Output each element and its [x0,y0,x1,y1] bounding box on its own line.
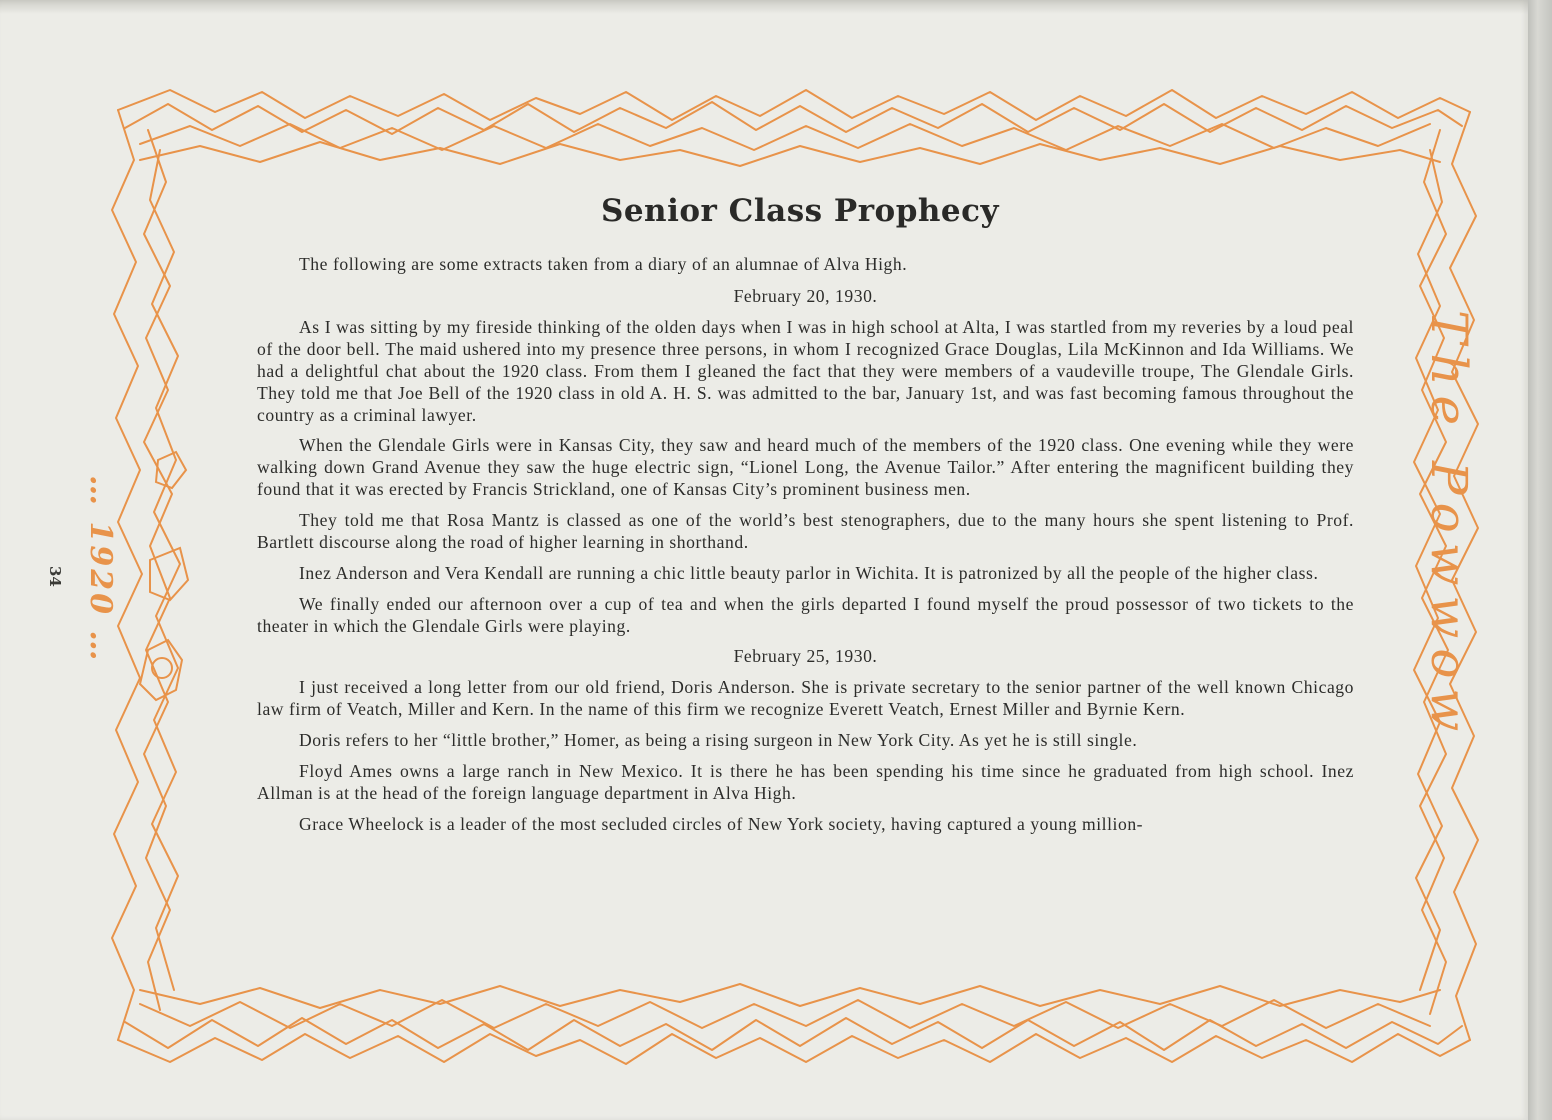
diary-date: February 25, 1930. [733,646,878,666]
intro-paragraph: The following are some extracts taken from a diary of an alumnae of Alva High. [299,254,908,274]
paragraph: Doris refers to her “little brother,” Homer, as being a rising surgeon in New York City. As yet he is still single. [299,730,1138,750]
side-title: The Powwow [1420,310,1478,742]
paragraph: I just received a long letter from our old friend, Doris Anderson. She is private secretary to the senior partner of the well known Chicago law firm of Veatch, Miller and Kern. In the name of this firm we recognize Everett Veatch, Ernest Miller and Byrnie Kern. [257,677,1354,719]
paragraph: Inez Anderson and Vera Kendall are running a chic little beauty parlor in Wichita. It is patronized by all the people of the higher class. [299,563,1319,583]
page-edge [1528,0,1552,1120]
paragraph: As I was sitting by my fireside thinking of the olden days when I was in high school at Alta, I was startled from my reveries by a loud peal of the door bell. The maid ushered into my presence three persons, in whom I recognized Grace Douglas, Lila McKinnon and Ida Williams. We had a delightful chat about the 1920 class. From them I gleaned the fact that they were members of a vaudeville troupe, The Glendale Girls. They told me that Joe Bell of the 1920 class in old A. H. S. was admitted to the bar, January 1st, and was fast becoming famous throughout the country as a criminal lawyer. [257,317,1354,425]
diary-date: February 20, 1930. [733,286,878,306]
page-number: 34 [46,566,64,587]
year-mark: … 1920 … [83,475,118,664]
paragraph: Grace Wheelock is a leader of the most secluded circles of New York society, having captured a young million- [299,814,1144,834]
page-title: Senior Class Prophecy [600,193,1000,229]
article-body [257,253,1354,844]
paragraph: When the Glendale Girls were in Kansas City, they saw and heard much of the members of the 1920 class. One evening while they were walking down Grand Avenue they saw the huge electric sign, “Lionel Long, the Avenue Tailor.” After entering the magnificent building they found that it was erected by Francis Strickland, one of Kansas City’s prominent business men. [257,435,1354,499]
paragraph: We finally ended our afternoon over a cup of tea and when the girls departed I found myself the proud possessor of two tickets to the theater in which the Glendale Girls were playing. [257,594,1354,636]
paragraph: They told me that Rosa Mantz is classed as one of the world’s best stenographers, due to the many hours she spent listening to Prof. Bartlett discourse along the road of higher learning in shorthand. [257,510,1354,552]
paragraph: Floyd Ames owns a large ranch in New Mexico. It is there he has been spending his time since he graduated from high school. Inez Allman is at the head of the foreign language department in Alva High. [257,761,1354,803]
